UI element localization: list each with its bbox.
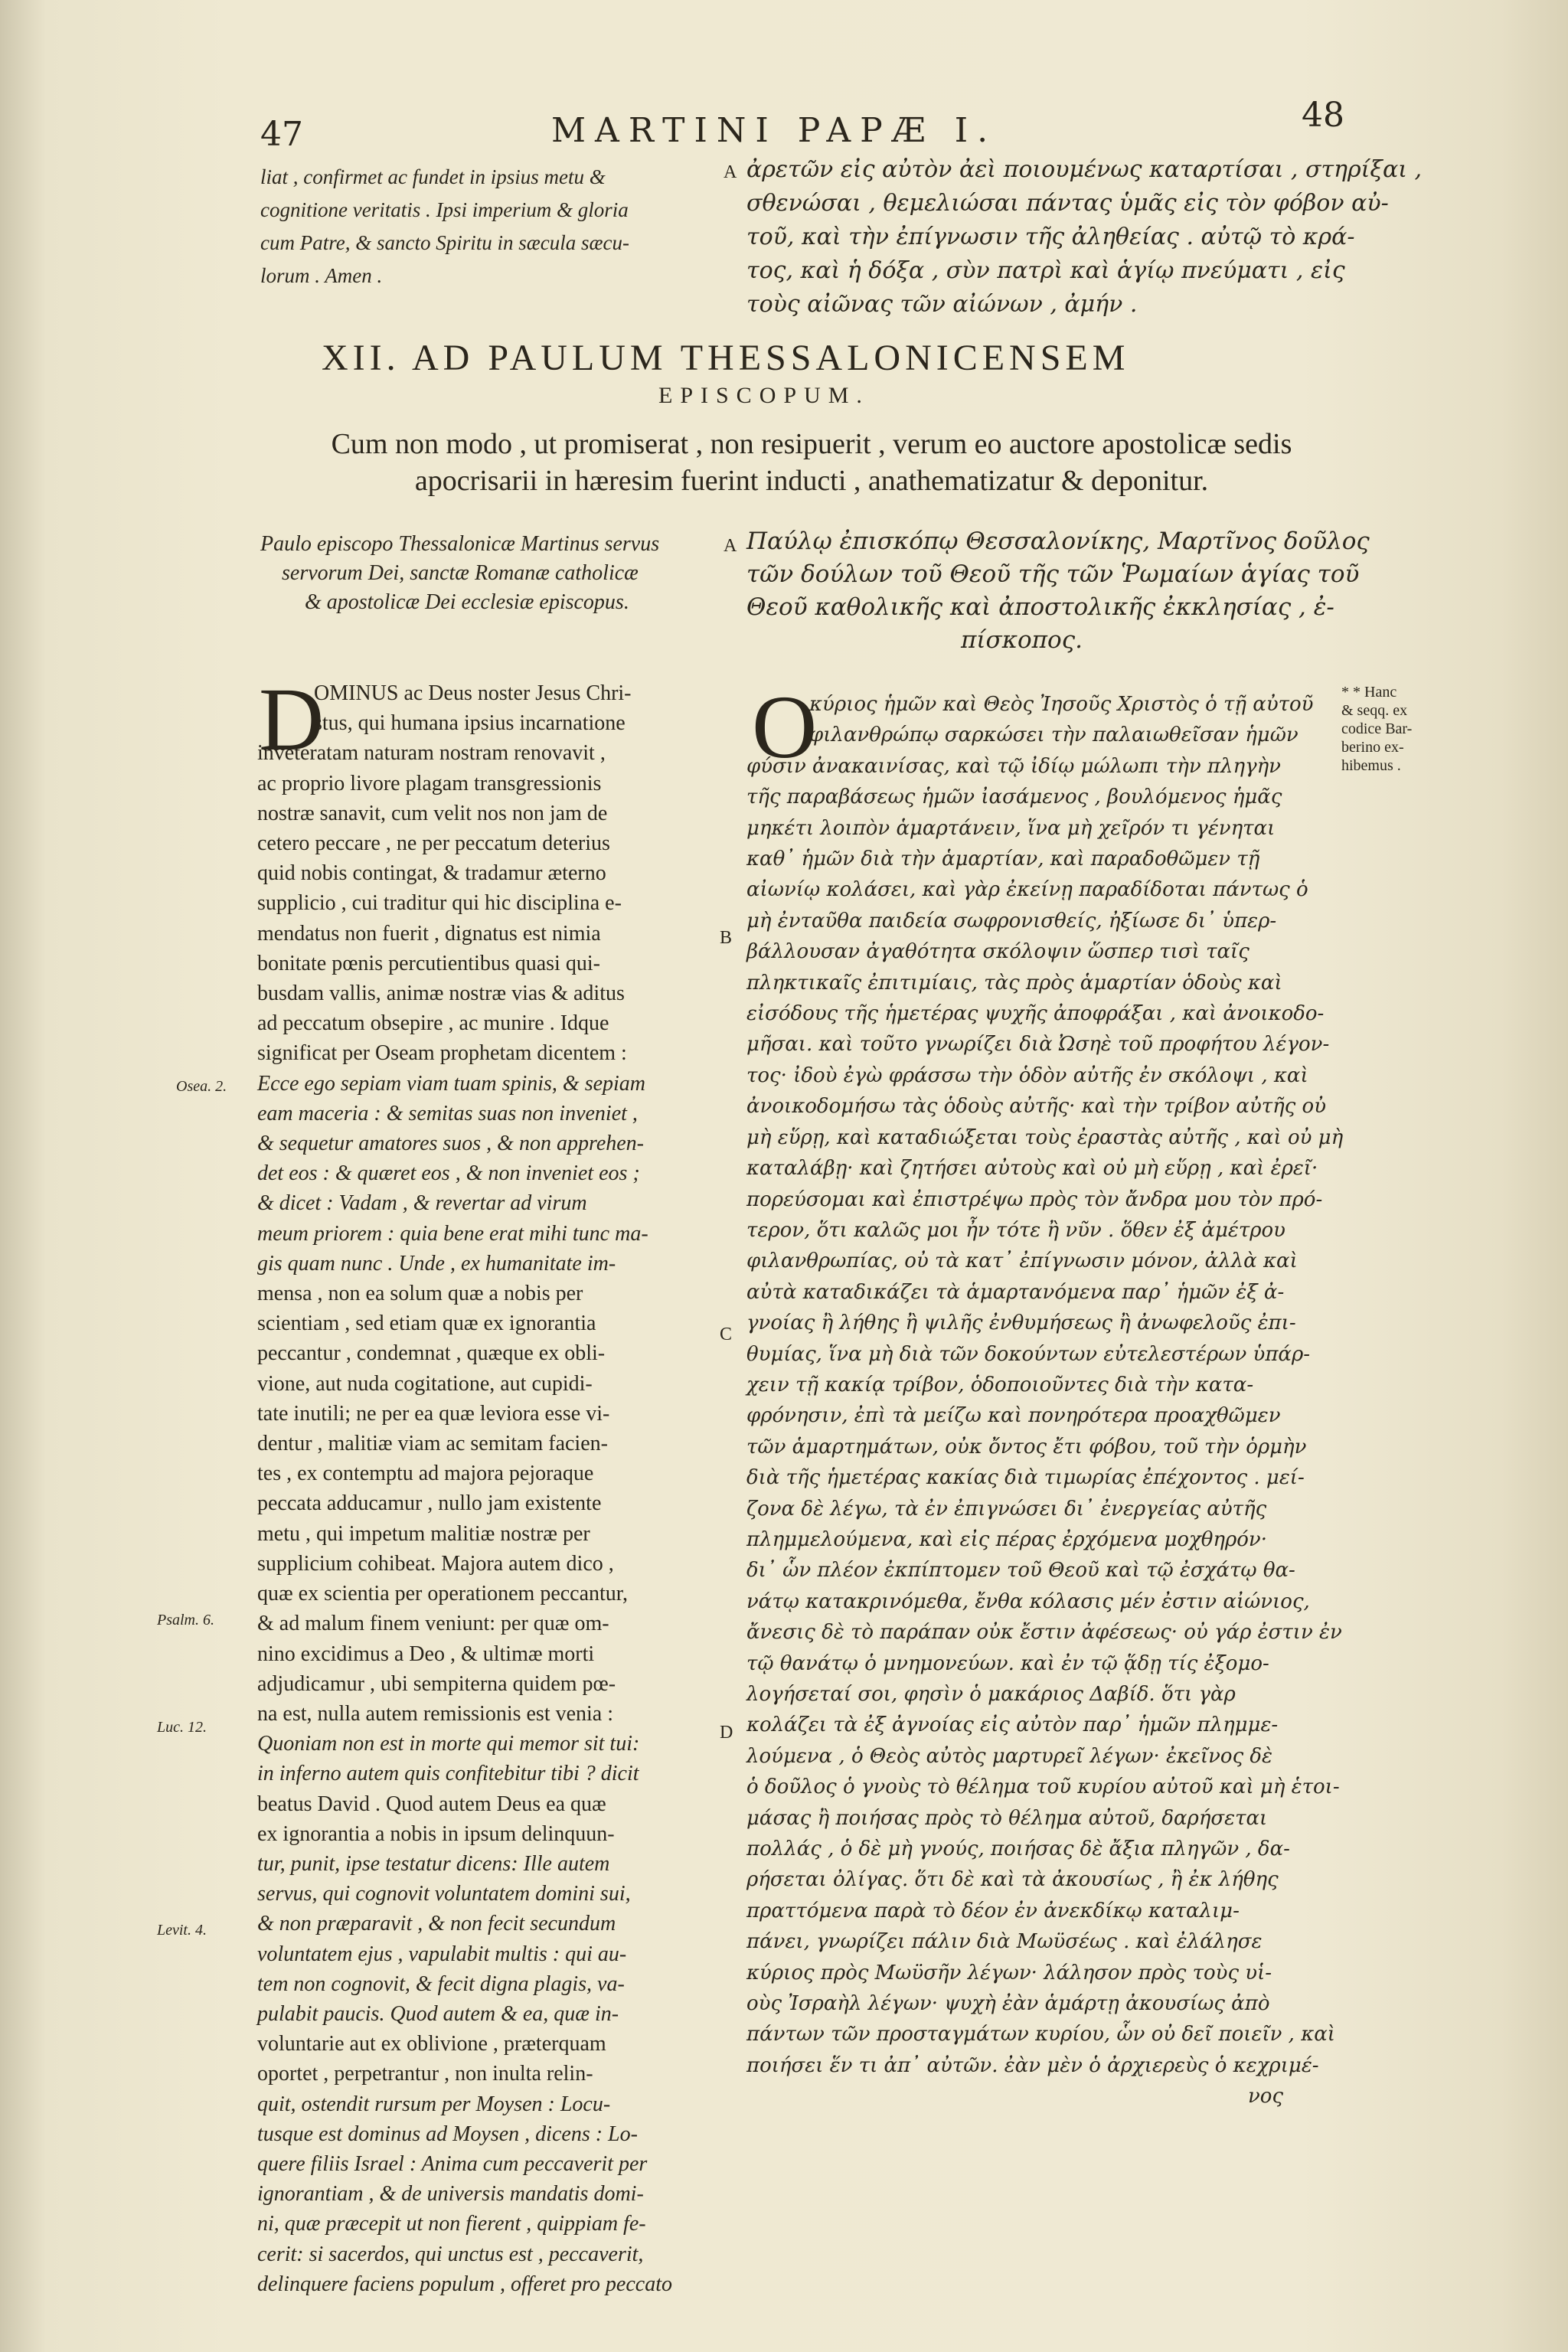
- latin-body-line: quere filiis Israel : Anima cum peccaverit per: [257, 2151, 648, 2176]
- latin-body-line: ex ignorantia a nobis in ipsum delinquun-: [257, 1821, 615, 1846]
- latin-body-line: pulabit paucis. Quod autem & ea, quæ in-: [257, 2001, 619, 2026]
- greek-body-line: γνοίας ἢ λήθης ἢ ψιλῆς ἐνθυμήσεως ἢ ἀνωφελοῦς ἐπι-: [746, 1312, 1296, 1335]
- latin-body-line: mensa , non ea solum quæ a nobis per: [257, 1282, 583, 1306]
- margin-note-luc: Luc. 12.: [157, 1719, 207, 1736]
- latin-body-line: stus, qui humana ipsius incarnatione: [314, 711, 626, 736]
- gutter-letter-d: D: [720, 1723, 733, 1743]
- latin-body-line: bonitate pœnis percutientibus quasi qui-: [257, 951, 600, 975]
- salutation-latin-line: Paulo episcopo Thessalonicæ Martinus servus: [260, 532, 660, 556]
- greek-body-line: καταλάβῃ· καὶ ζητήσει αὐτοὺς καὶ οὐ μὴ εὕρῃ , καὶ ἐρεῖ·: [746, 1157, 1318, 1181]
- latin-body-line: beatus David . Quod autem Deus ea quæ: [257, 1792, 606, 1816]
- greek-body-line: ρήσεται ὀλίγας. ὅτι δὲ καὶ τὰ ἀκουσίως , ἢ ἐκ λήθης: [746, 1868, 1279, 1892]
- latin-body-line: dentur , malitiæ viam ac semitam facien-: [257, 1432, 608, 1456]
- greek-body-line: κολάζει τὰ ἐξ ἀγνοίας εἰς αὐτὸν παρ᾽ ἡμῶν πλημμε-: [746, 1713, 1279, 1737]
- left-page-number: 47: [260, 115, 303, 154]
- gutter-letter-b: B: [720, 928, 733, 948]
- salutation-greek-line: τῶν δούλων τοῦ Θεοῦ τῆς τῶν Ῥωμαίων ἁγίας τοῦ: [746, 560, 1360, 588]
- intro-greek: [746, 153, 1423, 322]
- greek-body-line: κύριος πρὸς Μωϋσῆν λέγων· λάλησον πρὸς τοὺς υἱ-: [746, 1961, 1272, 1984]
- intro-latin-line: cum Patre, & sancto Spiritu in sæcula sæcu-: [260, 231, 629, 254]
- latin-body-line: scientiam , sed etiam quæ ex ignorantia: [257, 1312, 596, 1336]
- latin-body-line: vione, aut nuda cogitatione, aut cupidi-: [257, 1371, 593, 1396]
- salutation-latin-line: & apostolicæ Dei ecclesiæ episcopus.: [305, 590, 629, 614]
- greek-dropcap: Ο: [752, 677, 818, 777]
- greek-body-line: μηκέτι λοιπὸν ἁμαρτάνειν, ἵνα μὴ χεῖρόν τι γένηται: [746, 816, 1276, 840]
- intro-latin: [260, 161, 720, 292]
- latin-body-line: significat per Oseam prophetam dicentem :: [257, 1041, 627, 1066]
- greek-body-line: νάτῳ κατακρινόμεθα, ἔνθα κόλασις μέν ἐστιν αἰώνιος,: [746, 1589, 1310, 1613]
- margin-note-levit: Levit. 4.: [157, 1922, 207, 1939]
- greek-body-line: κύριος ἡμῶν καὶ Θεὸς Ἰησοῦς Χριστὸς ὁ τῇ αὐτοῦ: [809, 693, 1314, 716]
- greek-body-line: ὁ δοῦλος ὁ γνοὺς τὸ θέλημα τοῦ κυρίου αὐτοῦ καὶ μὴ ἑτοι-: [746, 1775, 1340, 1799]
- greek-body-line: διὰ τῆς ἡμετέρας κακίας διὰ τιμωρίας ἐπέχοντος . μεί-: [746, 1466, 1305, 1490]
- greek-body-line: πάντων τῶν προσταγμάτων κυρίου, ὧν οὐ δεῖ ποιεῖν , καὶ: [746, 2023, 1335, 2047]
- greek-body-line: ἄνεσις δὲ τὸ παράπαν οὐκ ἔστιν ἀφέσεως· οὐ γάρ ἐστιν ἐν: [746, 1621, 1342, 1645]
- latin-body-line: OMINUS ac Deus noster Jesus Chri-: [314, 681, 632, 705]
- greek-body-line: ζονα δὲ λέγω, τὰ ἐν ἐπιγνώσει δι᾽ ἐνεργείας αὐτῆς: [746, 1497, 1267, 1521]
- latin-body-line: supplicio , cui traditur qui hic disciplina e-: [257, 891, 622, 916]
- salutation-latin-line: servorum Dei, sanctæ Romanæ catholicæ: [282, 561, 639, 585]
- section-summary: [253, 426, 1370, 499]
- intro-greek-line: ἀρετῶν εἰς αὐτὸν ἀεὶ ποιουμένως καταρτίσαι , στηρίξαι ,: [746, 156, 1423, 183]
- gutter-letter-a-salutation: A: [724, 536, 737, 556]
- latin-body-line: & sequetur amatores suos , & non apprehen-: [257, 1132, 644, 1156]
- greek-body-line: χειν τῇ κακίᾳ τρίβον, ὁδοποιοῦντες διὰ τὴν κατα-: [746, 1373, 1254, 1396]
- greek-body-line: πληκτικαῖς ἐπιτιμίαις, τὰς πρὸς ἁμαρτίαν ὁδοὺς καὶ: [746, 971, 1282, 995]
- greek-body-line: λούμενα , ὁ Θεὸς αὐτὸς μαρτυρεῖ λέγων· ἐκεῖνος δὲ: [746, 1744, 1273, 1768]
- latin-body-line: Ecce ego sepiam viam tuam spinis, & sepiam: [257, 1071, 646, 1096]
- margin-note-osea: Osea. 2.: [176, 1078, 227, 1095]
- latin-body-line: tate inutili; ne per ea quæ leviora esse vi-: [257, 1401, 610, 1426]
- intro-greek-line: τοῦ, καὶ τὴν ἐπίγνωσιν τῆς ἀληθείας . αὐτῷ τὸ κρά-: [746, 224, 1355, 250]
- latin-body-line: & non præparavit , & non fecit secundum: [257, 1912, 616, 1936]
- greek-body-line: ποιήσει ἕν τι ἀπ᾽ αὐτῶν. ἐὰν μὲν ὁ ἀρχιερεὺς ὁ κεχριμέ-: [746, 2053, 1319, 2077]
- greek-body-line: μὴ εὕρῃ, καὶ καταδιώξεται τοὺς ἐραστὰς αὐτῆς , καὶ οὐ μὴ: [746, 1125, 1344, 1149]
- salutation-greek: [746, 525, 1374, 657]
- greek-body-line: οὺς Ἰσραὴλ λέγων· ψυχὴ ἐὰν ἁμάρτῃ ἀκουσίως ἀπὸ: [746, 1992, 1270, 2016]
- latin-body-line: ni, quæ præcepit ut non fierent , quippiam fe-: [257, 2212, 646, 2236]
- right-page-number: 48: [1302, 96, 1344, 135]
- gutter-letter-c: C: [720, 1325, 733, 1344]
- latin-dropcap: D: [259, 669, 325, 769]
- latin-body-line: eam maceria : & semitas suas non inveniet ,: [257, 1101, 638, 1125]
- latin-body-line: busdam vallis, animæ nostræ vias & aditus: [257, 982, 625, 1006]
- salutation-greek-line: Παύλῳ ἐπισκόπῳ Θεσσαλονίκης, Μαρτῖνος δοῦλος: [746, 528, 1370, 555]
- intro-latin-line: lorum . Amen .: [260, 264, 383, 287]
- latin-body-line: & dicet : Vadam , & revertar ad virum: [257, 1191, 587, 1216]
- latin-body-line: Quoniam non est in morte qui memor sit tui:: [257, 1732, 640, 1756]
- intro-latin-line: cognitione veritatis . Ipsi imperium & gloria: [260, 198, 629, 221]
- greek-body-line: δι᾽ ὧν πλέον ἐκπίπτομεν τοῦ Θεοῦ καὶ τῷ ἐσχάτῳ θα-: [746, 1559, 1295, 1583]
- latin-body-line: quid nobis contingat, & tradamur æterno: [257, 861, 606, 886]
- greek-body-line: τῷ θανάτῳ ὁ μνημονεύων. καὶ ἐν τῷ ᾅδῃ τίς ἐξομο-: [746, 1651, 1269, 1675]
- running-title: MARTINI PAPÆ I.: [551, 111, 998, 150]
- latin-body-line: ignorantiam , & de universis mandatis domi-: [257, 2182, 644, 2207]
- latin-body-line: tem non cognovit, & fecit digna plagis, va-: [257, 1971, 625, 1996]
- latin-body-line: & ad malum finem veniunt: per quæ om-: [257, 1612, 609, 1636]
- greek-body-line: τερον, ὅτι καλῶς μοι ἦν τότε ἢ νῦν . ὅθεν ἐξ ἀμέτρου: [746, 1218, 1285, 1242]
- latin-body-line: quit, ostendit rursum per Moysen : Locu-: [257, 2092, 611, 2116]
- greek-body-line: φιλανθρώπῳ σαρκώσει τὴν παλαιωθεῖσαν ἡμῶν: [809, 724, 1298, 747]
- latin-body-line: metu , qui impetum malitiæ nostræ per: [257, 1521, 590, 1546]
- greek-body-line: τῆς παραβάσεως ἡμῶν ἰασάμενος , βουλόμενος ἡμᾶς: [746, 786, 1282, 809]
- latin-body-line: ac proprio livore plagam transgressionis: [257, 771, 602, 795]
- latin-body-line: tusque est dominus ad Moysen , dicens : Lo-: [257, 2122, 638, 2146]
- greek-body-line: αὐτὰ καταδικάζει τὰ ἁμαρτανόμενα παρ᾽ ἡμῶν ἐξ ἀ-: [746, 1280, 1285, 1304]
- latin-body-line: na est, nulla autem remissionis est venia :: [257, 1701, 614, 1726]
- greek-body-line: λογήσεταί σοι, φησὶν ὁ μακάριος Δαβίδ. ὅτι γὰρ: [746, 1683, 1236, 1706]
- latin-body-line: det eos : & quæret eos , & non inveniet eos ;: [257, 1161, 640, 1186]
- greek-body-line: τῶν ἁμαρτημάτων, οὐκ ὄντος ἔτι φόβου, τοῦ τὴν ὁρμὴν: [746, 1435, 1307, 1459]
- latin-body-line: tes , ex contemptu ad majora pejoraque: [257, 1462, 594, 1486]
- greek-body-line: μάσας ἢ ποιήσας πρὸς τὸ θέλημα αὐτοῦ, δαρήσεται: [746, 1806, 1268, 1830]
- side-note-barberino: [1341, 683, 1433, 775]
- margin-note-psalm: Psalm. 6.: [157, 1612, 214, 1628]
- latin-body-line: peccantur , condemnat , quæque ex obli-: [257, 1341, 606, 1366]
- latin-body-line: ad peccatum obsepire , ac munire . Idque: [257, 1011, 609, 1036]
- latin-body-column: [257, 669, 717, 2299]
- side-note-line: & seqq. ex: [1341, 702, 1408, 719]
- greek-body-line: φρόνησιν, ἐπὶ τὰ μείζω καὶ πονηρότερα προαχθῶμεν: [746, 1404, 1281, 1428]
- greek-body-line: μῆσαι. καὶ τοῦτο γνωρίζει διὰ Ὠσηὲ τοῦ προφήτου λέγον-: [746, 1033, 1330, 1057]
- latin-body-line: mendatus non fuerit , dignatus est nimia: [257, 921, 601, 946]
- latin-body-line: gis quam nunc . Unde , ex humanitate im-: [257, 1251, 616, 1276]
- latin-body-line: nino excidimus a Deo , & ultimæ morti: [257, 1642, 595, 1666]
- latin-body-line: cetero peccare , ne per peccatum deterius: [257, 831, 610, 856]
- greek-body-column: [746, 677, 1351, 2081]
- intro-greek-line: τος, καὶ ἡ δόξα , σὺν πατρὶ καὶ ἁγίῳ πνεύματι , εἰς: [746, 257, 1345, 284]
- latin-body-line: oportet , perpetrantur , non inulta relin-: [257, 2062, 593, 2086]
- latin-body-line: supplicium cohibeat. Majora autem dico ,: [257, 1551, 614, 1576]
- greek-body-line: μὴ ἐνταῦθα παιδεία σωφρονισθείς, ἠξίωσε δι᾽ ὑπερ-: [746, 909, 1277, 933]
- greek-body-line: φιλανθρωπίας, οὐ τὰ κατ᾽ ἐπίγνωσιν μόνον, ἀλλὰ καὶ: [746, 1250, 1298, 1273]
- latin-body-line: nostræ sanavit, cum velit nos non jam de: [257, 801, 608, 825]
- latin-body-line: tur, punit, ipse testatur dicens: Ille autem: [257, 1851, 610, 1876]
- latin-body-line: cerit: si sacerdos, qui unctus est , peccaverit,: [257, 2242, 644, 2266]
- latin-body-line: meum priorem : quia bene erat mihi tunc ma-: [257, 1221, 648, 1246]
- latin-body-line: servus, qui cognovit voluntatem domini sui,: [257, 1882, 631, 1906]
- summary-line: Cum non modo , ut promiserat , non resipuerit , verum eo auctore apostolicæ sedis: [331, 428, 1292, 460]
- latin-body-line: voluntatem ejus , vapulabit multis : qui au-: [257, 1942, 627, 1966]
- side-note-line: hibemus .: [1341, 757, 1401, 774]
- intro-greek-line: σθενώσαι , θεμελιώσαι πάντας ὑμᾶς εἰς τὸν φόβον αὐ-: [746, 190, 1389, 217]
- salutation-greek-line: πίσκοπος.: [961, 626, 1083, 654]
- greek-body-line: ἀνοικοδομήσω τὰς ὁδοὺς αὐτῆς· καὶ τὴν τρίβον αὐτῆς οὐ: [746, 1095, 1327, 1119]
- intro-latin-line: liat , confirmet ac fundet in ipsius metu &: [260, 165, 606, 188]
- latin-body-line: delinquere faciens populum , offeret pro peccato: [257, 2272, 672, 2296]
- side-note-line: codice Bar-: [1341, 720, 1413, 737]
- side-note-line: berino ex-: [1341, 739, 1404, 756]
- greek-body-line: εἰσόδους τῆς ἡμετέρας ψυχῆς ἀποφράξαι , καὶ ἀνοικοδο-: [746, 1002, 1325, 1026]
- gutter-letter-a: A: [724, 162, 737, 182]
- latin-body-line: inveteratam naturam nostram renovavit ,: [257, 741, 606, 766]
- salutation-latin: [260, 530, 720, 617]
- greek-body-line: πολλάς , ὁ δὲ μὴ γνούς, ποιήσας δὲ ἄξια πληγῶν , δα-: [746, 1838, 1290, 1861]
- latin-body-line: in inferno autem quis confitebitur tibi ? dicit: [257, 1762, 639, 1786]
- latin-body-line: adjudicamur , ubi sempiterna quidem pœ-: [257, 1671, 616, 1696]
- greek-body-line: πορεύσομαι καὶ ἐπιστρέψω πρὸς τὸν ἄνδρα μου τὸν πρό-: [746, 1187, 1323, 1211]
- greek-body-line: πραττόμενα παρὰ τὸ δέον ἐν ἀνεκδίκῳ καταλιμ-: [746, 1899, 1240, 1922]
- greek-body-line: πάνει, γνωρίζει πάλιν διὰ Μωϋσέως . καὶ ἐλάλησε: [746, 1930, 1263, 1954]
- summary-line: apocrisarii in hæresim fuerint inducti , anathematizatur & deponitur.: [414, 465, 1209, 497]
- greek-body-line: βάλλουσαν ἀγαθότητα σκόλοψιν ὥσπερ τισὶ ταῖς: [746, 940, 1250, 964]
- greek-body-line: φύσιν ἀνακαινίσας, καὶ τῷ ἰδίῳ μώλωπι τὴν πληγὴν: [746, 754, 1281, 778]
- salutation-greek-line: Θεοῦ καθολικῆς καὶ ἀποστολικῆς ἐκκλησίας , ἐ-: [746, 593, 1334, 621]
- latin-body-line: quæ ex scientia per operationem peccantur,: [257, 1582, 629, 1606]
- greek-body-line: πλημμελούμενα, καὶ εἰς πέρας ἐρχόμενα μοχθηρόν·: [746, 1527, 1267, 1551]
- intro-greek-line: τοὺς αἰῶνας τῶν αἰώνων , ἀμήν .: [746, 291, 1138, 318]
- side-note-line: * * Hanc: [1341, 684, 1397, 701]
- greek-body-line: θυμίας, ἵνα μὴ διὰ τῶν δοκούντων εὐτελεστέρων ὑπάρ-: [746, 1342, 1311, 1366]
- latin-body-line: voluntarie aut ex oblivione , præterquam: [257, 2032, 606, 2056]
- greek-body-line: αἰωνίῳ κολάσει, καὶ γὰρ ἐκείνῃ παραδίδοται πάντως ὁ: [746, 878, 1308, 902]
- greek-body-line: τος· ἰδοὺ ἐγὼ φράσσω τὴν ὁδὸν αὐτῆς ἐν σκόλοψι , καὶ: [746, 1063, 1308, 1087]
- latin-body-line: peccata adducamur , nullo jam existente: [257, 1491, 602, 1516]
- catchword: νος: [1248, 2085, 1284, 2108]
- section-title: XII. AD PAULUM THESSALONICENSEM: [322, 338, 1130, 378]
- section-subtitle: EPISCOPUM.: [658, 383, 870, 408]
- greek-body-line: καθ᾽ ἡμῶν διὰ τὴν ἁμαρτίαν, καὶ παραδοθῶμεν τῇ: [746, 848, 1260, 871]
